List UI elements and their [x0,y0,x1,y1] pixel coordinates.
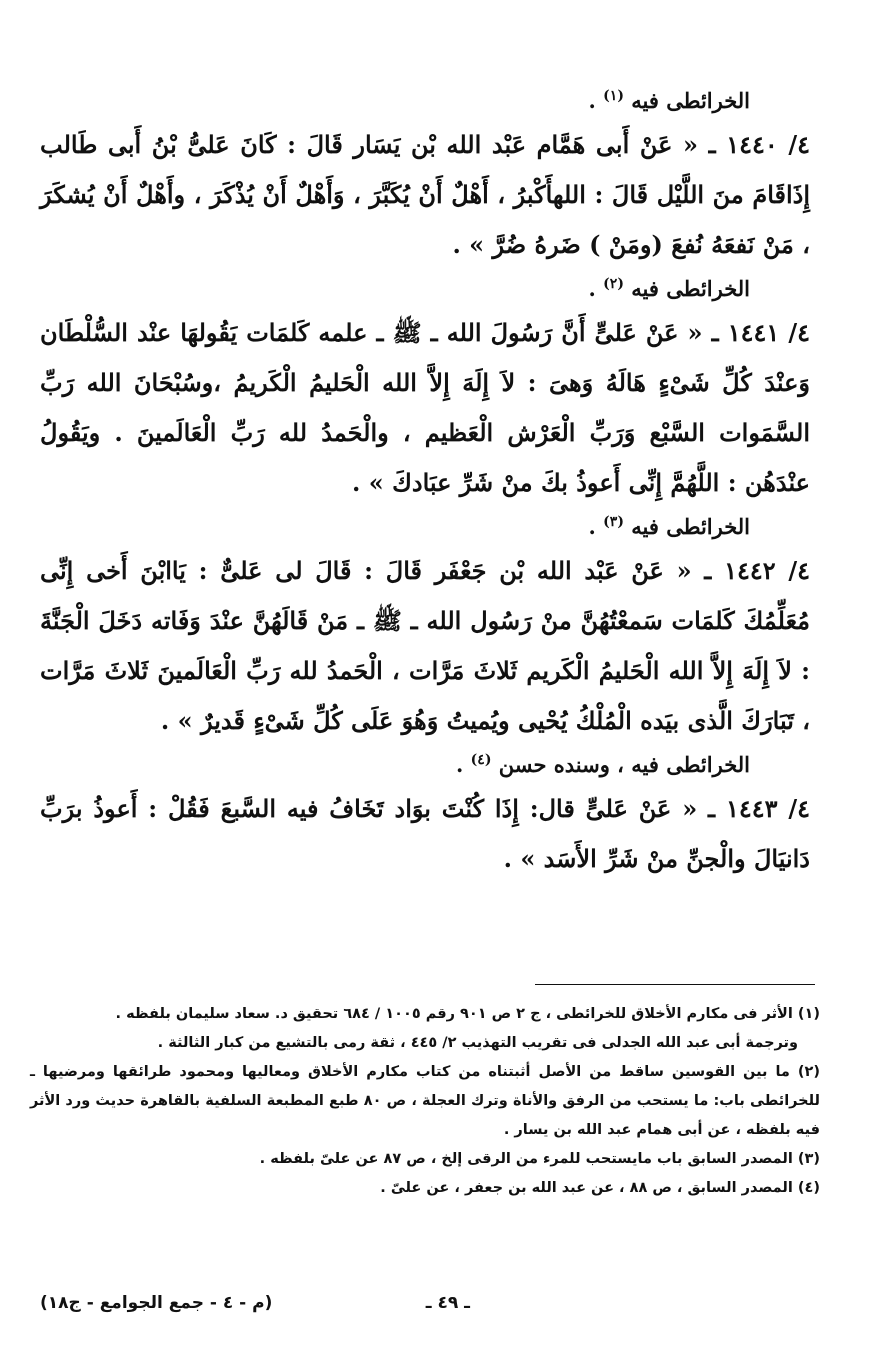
hadith-entry [40,120,810,270]
footnote-number: (٣) [797,1151,820,1167]
footnote-number: (١) [797,1006,820,1022]
hadith-text: ـ « عَنْ عَبْد الله بْن جَعْفَر قَالَ : قَالَ لى عَلىٌّ : يَاابْنَ أَخى إِنِّى مُعَلِّمُكَ كَلمَات سَمعْتُهُنَّ منْ رَسُول الله ـ ﷺ ـ مَنْ قَالَهُنَّ عنْدَ وَفَاته دَخَلَ الْجَنَّةَ : لاَ إِلَهَ إِلاَّ الله الْحَليمُ الْكَريم ثَلاثَ مَرَّات ، الْحَمدُ لله رَبِّ الْعَالَمينَ ثَلاثَ مَرَّات ، تَبَارَكَ الَّذى بيَده الْمُلْكُ يُحْيى ويُميتُ وَهُوَ عَلَى كُلِّ شَىْءٍ قَديرٌ » . [40,556,811,735]
main-text [40,82,810,884]
hadith-entry [40,308,810,508]
collection-reference: (م - ٤ - جمع الجوامع - ج١٨) [40,1293,273,1313]
footnote-text: وترجمة أبى عبد الله الجدلى فى تقريب التهذيب ٢/ ٤٤٥ ، ثقة رمى بالتشيع من كبار الثالثة . [157,1035,798,1051]
source-reference: الخرائطى فيه ، وسنده حسن $^{(٤)}$ . [456,752,750,777]
hadith-text: ـ « عَنْ أَبى هَمَّام عَبْد الله بْن يَسَار قَالَ : كَانَ عَلىُّ بْنُ أَبى طَالب إِذَاقَامَ منَ اللَّيْل قَالَ : اللهأَكْبرُ ، أَهْلٌ أَنْ يُكَبَّرَ ، وَأَهْلٌ أَنْ يُذْكَرَ ، وأَهْلٌ أَنْ يُشكَرَ ، مَنْ نَفعَهُ نُفعَ (ومَنْ ) ضَرهُ ضُرَّ » . [40,130,810,259]
footnote-marker: (٤) [470,752,492,768]
source-reference: الخرائطى فيه $^{(١)}$ . [588,88,750,113]
hadith-number: ٤/ ١٤٤٣ [725,794,811,823]
source-reference: الخرائطى فيه $^{(٣)}$ . [588,514,750,539]
footnote-marker: (٣) [603,514,624,530]
footnote-divider [535,984,815,985]
footnote [30,1000,820,1029]
footnote-text: الأثر فى مكارم الأخلاق للخرائطى ، ج ٢ ص ٩٠١ رقم ١٠٠٥ / ٦٨٤ تحقيق د. سعاد سليمان بلفظه . [115,1006,793,1022]
footnote-marker: (١) [603,88,624,104]
page-number: ـ ٤٩ ـ [425,1293,470,1313]
footnote-marker: (٢) [603,276,624,292]
hadith-text: ـ « عَنْ عَلىٍّ قال: إِذَا كُنْتَ بوَاد تَخَافُ فيه السَّبعَ فَقُلْ : أَعوذُ برَبِّ دَانيَالَ والْجنِّ منْ شَرِّ الأَسَد » . [40,794,810,873]
footnote-text: المصدر السابق ، ص ٨٨ ، عن عبد الله بن جعفر ، عن علىّ . [380,1180,793,1196]
hadith-number: ٤/ ١٤٤١ [727,318,811,347]
footnote-continuation [30,1029,820,1058]
hadith-entry [40,784,810,884]
hadith-number: ٤/ ١٤٤٢ [724,556,811,585]
page-footer [40,1293,830,1323]
footnote-number: (٢) [797,1064,820,1080]
source-reference-text: الخرائطى فيه [631,276,750,301]
hadith-text: ـ « عَنْ عَلىٍّ أَنَّ رَسُولَ الله ـ ﷺ ـ علمه كَلمَات يَقُولهَا عنْد السُّلْطَان وَعنْدَ كُلِّ شَىْءٍ هَالَهُ وَهىَ : لاَ إِلَهَ إِلاَّ الله الْحَليمُ الْكَريمُ ،وسُبْحَانَ الله رَبِّ السَّمَوات السَّبْع وَرَبِّ الْعَرْش الْعَظيم ، والْحَمدُ لله رَبِّ الْعَالَمينَ . ويَقُولُ عنْدَهُن : اللَّهُمَّ إِنِّى أَعوذُ بكَ منْ شَرِّ عبَادكَ » . [40,318,810,497]
footnote [30,1145,820,1174]
footnote [30,1058,820,1145]
footnote-text: المصدر السابق باب مايستحب للمرء من الرقى إلخ ، ص ٨٧ عن علىّ بلفظه . [259,1151,793,1167]
footnote-number: (٤) [797,1180,820,1196]
source-reference-text: الخرائطى فيه [631,88,750,113]
footnote-text: ما بين القوسين ساقط من الأصل أثبتناه من كتاب مكارم الأخلاق ومعاليها ومحمود طرائقها ومرضيها ـ للخرائطى باب: ما يستحب من الرفق والأناة وترك العجلة ، ص ٨٠ طبع المطبعة السلفية بالقاهرة حديث ورد الأثر فيه بلفظه ، عن أبى همام عبد الله بن يسار . [30,1064,821,1138]
footnote [30,1174,820,1203]
source-reference-text: الخرائطى فيه ، وسنده حسن [498,752,750,777]
source-reference-text: الخرائطى فيه [631,514,750,539]
hadith-entry [40,546,810,746]
source-reference: الخرائطى فيه $^{(٢)}$ . [588,276,750,301]
hadith-number: ٤/ ١٤٤٠ [726,130,811,159]
footnotes [30,1000,820,1203]
